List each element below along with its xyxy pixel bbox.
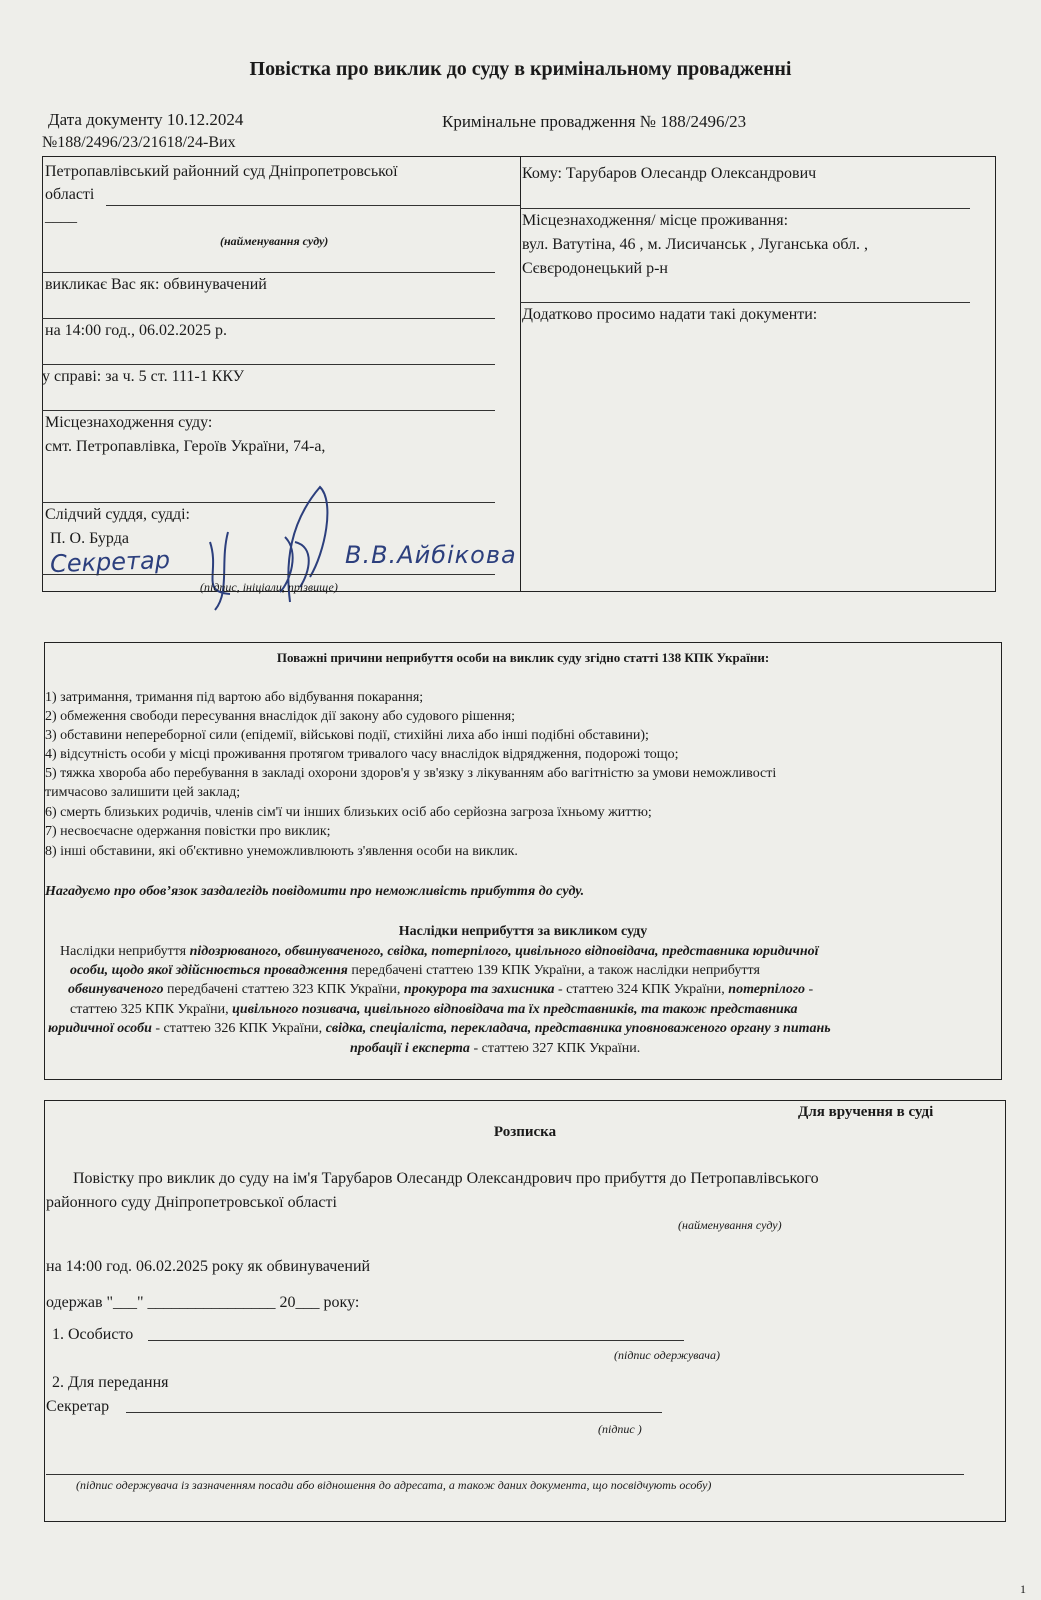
consequences-line-3: [68, 980, 813, 999]
document-date: Дата документу 10.12.2024: [48, 110, 244, 129]
judge-name: П. О. Бурда: [50, 530, 129, 547]
text: юридичної особи: [48, 1021, 152, 1036]
case-reference: у справі: за ч. 5 ст. 111-1 ККУ: [42, 368, 245, 385]
recipient-address-line1: вул. Ватутіна, 46 , м. Лисичанськ , Луганська обл. ,: [522, 236, 869, 253]
consequences-line-2: [70, 961, 760, 980]
text: потерпілого: [728, 982, 806, 997]
receipt-line-1: Повістку про виклик до суду на ім'я Тарубаров Олесандр Олександрович про прибуття до Петропавлівського: [73, 1170, 819, 1187]
text: передбачені статтею 323 КПК України,: [163, 982, 404, 997]
text: свідка, спеціаліста, перекладача, представника уповноваженого органу з питань: [325, 1021, 831, 1036]
receipt-secretary: Секретар: [46, 1398, 110, 1415]
recipient-location-label: Місцезнаходження/ місце проживання:: [522, 212, 789, 229]
for-court-label: Для вручення в суді: [798, 1104, 934, 1120]
recipient: Кому: Тарубаров Олесандр Олександрович: [522, 165, 817, 182]
hearing-time: на 14:00 год., 06.02.2025 р.: [45, 322, 227, 339]
reason-item: 6) смерть близьких родичів, членів сім'ї чи інших близьких осіб або серйозна загроза їхньому життю;: [45, 805, 652, 820]
reason-item: тимчасово залишити цей заклад;: [45, 785, 241, 800]
consequences-line-6: [350, 1039, 640, 1058]
signature-caption: (підпис, ініціали, прізвище): [200, 580, 338, 594]
consequences-line-4: [70, 1000, 798, 1019]
summons-role: викликає Вас як: обвинувачений: [45, 276, 267, 293]
text: - статтею 324 КПК України,: [554, 982, 729, 997]
text: особи, щодо якої здійснюється провадження: [70, 963, 348, 978]
time-line: [42, 364, 495, 365]
case-line: [42, 410, 495, 411]
text: прокурора та захисника: [403, 982, 555, 997]
text: статтею 325 КПК України,: [70, 1002, 233, 1017]
text: цивільного позивача, цивільного відповідача та їх представників, та також представника: [232, 1002, 798, 1017]
text: пробації і експерта: [350, 1041, 470, 1056]
reason-item: 2) обмеження свободи пересування внаслідок дії закону або судового рішення;: [45, 709, 516, 724]
text: підозрюваного, обвинуваченого, свідка, потерпілого, цивільного відповідача, представника юридичної: [189, 944, 819, 959]
reason-item: 5) тяжка хвороба або перебування в закладі охорони здоров'я у зв'язку з лікуванням або вагітністю за умови неможливості: [45, 766, 777, 781]
reminder: Нагадуємо про обов’язок заздалегідь повідомити про неможливість прибуття до суду.: [45, 884, 585, 899]
receipt-personal: 1. Особисто: [52, 1326, 134, 1343]
handwritten-secretary: Секретар: [49, 545, 171, 579]
text: -: [805, 982, 814, 997]
receipt-line-2: районного суду Дніпропетровської області: [46, 1194, 337, 1211]
reason-item: 3) обставини непереборної сили (епідемії, військові події, стихійні лиха або інші подібні обставини);: [45, 728, 649, 743]
court-caption: (найменування суду): [220, 234, 329, 248]
secretary-signature-caption: (підпис ): [598, 1422, 642, 1436]
text: - статтею 327 КПК України.: [469, 1041, 641, 1056]
role-line: [42, 318, 495, 319]
footer-caption: (підпис одержувача із зазначенням посади або відношення до адресата, а також даних документа, що посвідчують особу): [76, 1478, 712, 1492]
address-line: [520, 302, 970, 303]
signature-line: [42, 574, 495, 575]
consequences-line-5: [48, 1019, 831, 1038]
recipient-details-line: [46, 1474, 964, 1475]
court-caption-line: [42, 272, 495, 273]
recipient-address-line2: Сєвєродонецький р-н: [522, 260, 668, 277]
consequences-line-1: [60, 942, 818, 961]
secretary-line: [126, 1412, 662, 1413]
page-number: 1: [1020, 1582, 1026, 1596]
text: - статтею 326 КПК України,: [151, 1021, 326, 1036]
additional-documents: Додатково просимо надати такі документи:: [522, 306, 818, 323]
receipt-title: Розписка: [493, 1124, 557, 1140]
receipt-received: одержав "___" ________________ 20___ року:: [46, 1294, 360, 1311]
reasons-heading: Поважні причини неприбуття особи на виклик суду згідно статті 138 КПК України:: [276, 650, 770, 665]
court-name-line2: області: [45, 186, 95, 203]
court-dash: ____: [45, 208, 77, 225]
personal-line: [148, 1340, 684, 1341]
text: Наслідки неприбуття: [60, 944, 190, 959]
reason-item: 1) затримання, тримання під вартою або відбування покарання;: [45, 690, 424, 705]
receipt-court-caption: (найменування суду): [678, 1218, 782, 1232]
document-number: №188/2496/23/21618/24-Вих: [42, 134, 236, 151]
court-name-line1: Петропавлівський районний суд Дніпропетровської: [45, 163, 398, 180]
receipt-transfer: 2. Для передання: [52, 1374, 169, 1391]
reason-item: 8) інші обставини, які об'єктивно унеможливлюють з'явлення особи на виклик.: [45, 844, 518, 859]
summons-table-divider: [520, 156, 521, 592]
case-number: Кримінальне провадження № 188/2496/23: [442, 112, 747, 131]
judge-label: Слідчий суддя, судді:: [45, 506, 190, 523]
text: передбачені статтею 139 КПК України, а також наслідки неприбуття: [347, 963, 760, 978]
reason-item: 4) відсутність особи у місці проживання протягом тривалого часу внаслідок відрядження, подорожі тощо;: [45, 747, 679, 762]
court-location-value: смт. Петропавлівка, Героїв України, 74-а,: [45, 438, 326, 455]
court-location-label: Місцезнаходження суду:: [45, 414, 213, 431]
court-name-underline: [106, 205, 520, 206]
recipient-signature-caption: (підпис одержувача): [614, 1348, 720, 1362]
recipient-line: [520, 208, 970, 209]
reason-item: 7) несвоєчасне одержання повістки про виклик;: [45, 824, 331, 839]
receipt-time: на 14:00 год. 06.02.2025 року як обвинувачений: [46, 1258, 371, 1275]
handwritten-name: В.В.Айбікова: [345, 541, 517, 569]
text: обвинуваченого: [68, 982, 164, 997]
page-title: Повістка про виклик до суду в кримінальному провадженні: [249, 58, 792, 80]
consequences-heading: Наслідки неприбуття за викликом суду: [398, 924, 648, 939]
